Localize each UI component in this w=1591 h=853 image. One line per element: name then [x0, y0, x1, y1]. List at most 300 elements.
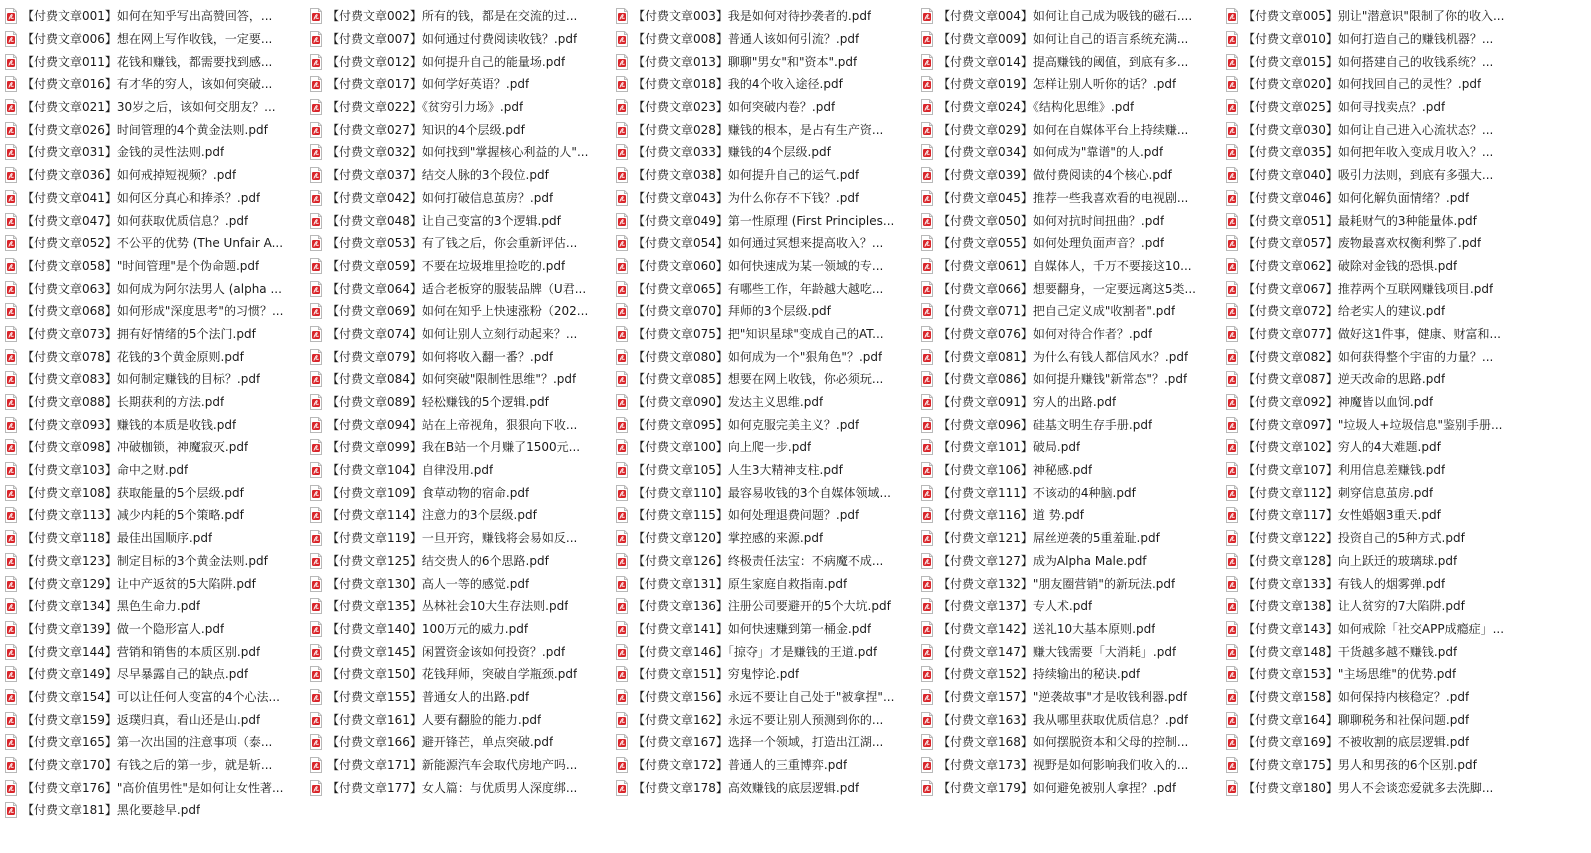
file-item[interactable] — [1221, 413, 1526, 436]
pdf-file-icon — [920, 235, 934, 251]
file-item[interactable] — [916, 164, 1221, 187]
file-item[interactable] — [0, 595, 305, 618]
file-item[interactable] — [0, 73, 305, 96]
file-name: 【付费文章150】花钱拜师，突破自学瓶颈.pdf — [327, 667, 578, 682]
pdf-file-icon — [4, 8, 18, 24]
file-item[interactable] — [305, 50, 611, 73]
file-item[interactable] — [305, 277, 611, 300]
file-name: 【付费文章134】黑色生命力.pdf — [22, 599, 201, 614]
file-item[interactable] — [916, 300, 1221, 323]
file-item[interactable] — [1221, 141, 1526, 164]
file-item[interactable] — [305, 459, 611, 482]
file-item[interactable] — [0, 504, 305, 527]
file-name: 【付费文章170】有钱之后的第一步，就是斩... — [22, 758, 273, 773]
file-name: 【付费文章086】如何提升赚钱"新常态"？.pdf — [938, 372, 1188, 387]
file-item[interactable] — [611, 481, 916, 504]
file-name: 【付费文章010】如何打造自己的赚钱机器？... — [1243, 32, 1494, 47]
file-name: 【付费文章140】100万元的威力.pdf — [327, 621, 529, 636]
pdf-file-icon — [615, 371, 629, 387]
file-item[interactable] — [916, 731, 1221, 754]
file-item[interactable] — [1221, 550, 1526, 573]
file-item[interactable] — [916, 73, 1221, 96]
file-item[interactable] — [1221, 368, 1526, 391]
file-item[interactable] — [611, 73, 916, 96]
file-item[interactable] — [305, 164, 611, 187]
file-item[interactable] — [611, 391, 916, 414]
file-item[interactable] — [1221, 73, 1526, 96]
pdf-file-icon — [920, 167, 934, 183]
file-item[interactable] — [1221, 436, 1526, 459]
file-item[interactable] — [1221, 209, 1526, 232]
file-name: 【付费文章002】所有的钱，都是在交流的过... — [327, 9, 578, 24]
file-item[interactable] — [305, 255, 611, 278]
file-item[interactable] — [305, 96, 611, 119]
file-item[interactable] — [0, 232, 305, 255]
file-item[interactable] — [611, 28, 916, 51]
file-name: 【付费文章100】向上爬一步.pdf — [633, 440, 812, 455]
pdf-file-icon — [1225, 507, 1239, 523]
file-item[interactable] — [0, 572, 305, 595]
pdf-file-icon — [920, 553, 934, 569]
file-item[interactable] — [611, 209, 916, 232]
pdf-file-icon — [1225, 439, 1239, 455]
pdf-file-icon — [309, 235, 323, 251]
file-name: 【付费文章117】女性婚姻3重天.pdf — [1243, 508, 1441, 523]
file-item[interactable] — [0, 618, 305, 641]
file-name: 【付费文章120】掌控感的来源.pdf — [633, 531, 824, 546]
file-item[interactable] — [916, 708, 1221, 731]
file-name: 【付费文章013】聊聊"男女"和"资本".pdf — [633, 54, 858, 69]
file-item[interactable] — [305, 187, 611, 210]
file-item[interactable] — [1221, 459, 1526, 482]
pdf-file-icon — [615, 99, 629, 115]
file-name: 【付费文章179】如何避免被别人拿捏？.pdf — [938, 780, 1177, 795]
pdf-file-icon — [920, 349, 934, 365]
file-name: 【付费文章015】如何搭建自己的收钱系统？... — [1243, 54, 1494, 69]
pdf-file-icon — [1225, 8, 1239, 24]
file-item[interactable] — [0, 345, 305, 368]
file-item[interactable] — [1221, 5, 1526, 28]
pdf-file-icon — [920, 303, 934, 319]
file-item[interactable] — [305, 595, 611, 618]
file-item[interactable] — [1221, 663, 1526, 686]
pdf-file-icon — [615, 76, 629, 92]
file-item[interactable] — [611, 300, 916, 323]
pdf-file-icon — [1225, 281, 1239, 297]
pdf-file-icon — [309, 8, 323, 24]
file-item[interactable] — [0, 436, 305, 459]
file-name: 【付费文章081】为什么有钱人都信风水？.pdf — [938, 349, 1189, 364]
file-item[interactable] — [0, 686, 305, 709]
file-item[interactable] — [305, 527, 611, 550]
file-item[interactable] — [916, 5, 1221, 28]
file-item[interactable] — [305, 345, 611, 368]
file-item[interactable] — [611, 595, 916, 618]
pdf-file-icon — [1225, 54, 1239, 70]
file-item[interactable] — [305, 776, 611, 799]
file-item[interactable] — [611, 141, 916, 164]
file-item[interactable] — [1221, 754, 1526, 777]
pdf-file-icon — [309, 621, 323, 637]
file-item[interactable] — [1221, 96, 1526, 119]
file-item[interactable] — [0, 255, 305, 278]
file-item[interactable] — [916, 141, 1221, 164]
file-item[interactable] — [611, 368, 916, 391]
pdf-file-icon — [4, 190, 18, 206]
file-item[interactable] — [1221, 527, 1526, 550]
file-item[interactable] — [611, 708, 916, 731]
file-item[interactable] — [0, 277, 305, 300]
file-item[interactable] — [611, 277, 916, 300]
file-item[interactable] — [305, 663, 611, 686]
file-item[interactable] — [611, 323, 916, 346]
pdf-file-icon — [4, 349, 18, 365]
file-item[interactable] — [611, 436, 916, 459]
file-name: 【付费文章076】如何对待合作者？.pdf — [938, 326, 1153, 341]
pdf-file-icon — [920, 598, 934, 614]
file-name: 【付费文章027】知识的4个层级.pdf — [327, 122, 525, 137]
file-item[interactable] — [0, 640, 305, 663]
pdf-file-icon — [1225, 190, 1239, 206]
pdf-file-icon — [920, 576, 934, 592]
file-item[interactable] — [0, 550, 305, 573]
file-item[interactable] — [916, 118, 1221, 141]
file-name: 【付费文章089】轻松赚钱的5个逻辑.pdf — [327, 395, 549, 410]
file-item[interactable] — [611, 776, 916, 799]
file-item[interactable] — [305, 686, 611, 709]
file-item[interactable] — [1221, 118, 1526, 141]
file-item[interactable] — [916, 504, 1221, 527]
file-item[interactable] — [305, 368, 611, 391]
file-item[interactable] — [0, 754, 305, 777]
file-item[interactable] — [305, 391, 611, 414]
file-item[interactable] — [0, 209, 305, 232]
file-item[interactable] — [611, 459, 916, 482]
file-item[interactable] — [305, 28, 611, 51]
pdf-file-icon — [4, 258, 18, 274]
file-item[interactable] — [305, 481, 611, 504]
file-name: 【付费文章064】适合老板穿的服装品牌（U君... — [327, 281, 587, 296]
file-item[interactable] — [916, 323, 1221, 346]
file-name: 【付费文章135】丛林社会10大生存法则.pdf — [327, 599, 569, 614]
file-item[interactable] — [611, 731, 916, 754]
pdf-file-icon — [920, 417, 934, 433]
file-item[interactable] — [916, 572, 1221, 595]
file-item[interactable] — [611, 5, 916, 28]
file-item[interactable] — [916, 686, 1221, 709]
pdf-file-icon — [1225, 576, 1239, 592]
file-item[interactable] — [0, 50, 305, 73]
file-item[interactable] — [1221, 481, 1526, 504]
file-item[interactable] — [916, 50, 1221, 73]
pdf-file-icon — [309, 712, 323, 728]
file-name: 【付费文章024】《结构化思维》.pdf — [938, 100, 1135, 115]
file-item[interactable] — [0, 300, 305, 323]
file-item[interactable] — [0, 413, 305, 436]
file-name: 【付费文章118】最佳出国顺序.pdf — [22, 531, 213, 546]
file-item[interactable] — [916, 187, 1221, 210]
file-item[interactable] — [0, 368, 305, 391]
file-item[interactable] — [916, 436, 1221, 459]
file-item[interactable] — [916, 640, 1221, 663]
file-item[interactable] — [611, 118, 916, 141]
file-item[interactable] — [0, 731, 305, 754]
file-name: 【付费文章041】如何区分真心和捧杀？.pdf — [22, 190, 261, 205]
file-item[interactable] — [916, 209, 1221, 232]
file-item[interactable] — [0, 663, 305, 686]
file-name: 【付费文章073】拥有好情绪的5个法门.pdf — [22, 326, 256, 341]
pdf-file-icon — [920, 371, 934, 387]
file-name: 【付费文章146】「掠夺」才是赚钱的王道.pdf — [633, 644, 878, 659]
file-name: 【付费文章156】永远不要让自己处于"被拿捏"... — [633, 689, 895, 704]
pdf-file-icon — [1225, 31, 1239, 47]
file-item[interactable] — [611, 164, 916, 187]
pdf-file-icon — [1225, 621, 1239, 637]
file-name: 【付费文章082】如何获得整个宇宙的力量？... — [1243, 349, 1494, 364]
file-item[interactable] — [916, 754, 1221, 777]
file-item[interactable] — [1221, 595, 1526, 618]
pdf-file-icon — [615, 167, 629, 183]
file-item[interactable] — [1221, 277, 1526, 300]
pdf-file-icon — [1225, 144, 1239, 160]
pdf-file-icon — [4, 689, 18, 705]
file-name: 【付费文章151】穷鬼悖论.pdf — [633, 667, 800, 682]
file-item[interactable] — [611, 572, 916, 595]
pdf-file-icon — [920, 734, 934, 750]
pdf-file-icon — [615, 122, 629, 138]
pdf-file-icon — [615, 439, 629, 455]
file-name: 【付费文章145】闲置资金该如何投资？.pdf — [327, 644, 566, 659]
file-name: 【付费文章063】如何成为阿尔法男人 (alpha ... — [22, 281, 282, 296]
file-item[interactable] — [611, 527, 916, 550]
file-item[interactable] — [611, 255, 916, 278]
file-item[interactable] — [0, 96, 305, 119]
file-name: 【付费文章009】如何让自己的语言系统充满... — [938, 32, 1189, 47]
pdf-file-icon — [1225, 326, 1239, 342]
file-name: 【付费文章083】如何制定赚钱的目标？.pdf — [22, 372, 261, 387]
file-item[interactable] — [0, 323, 305, 346]
pdf-file-icon — [920, 31, 934, 47]
file-name: 【付费文章133】有钱人的烟雾弹.pdf — [1243, 576, 1446, 591]
file-name: 【付费文章155】普通女人的出路.pdf — [327, 689, 530, 704]
file-name: 【付费文章028】赚钱的根本，是占有生产资... — [633, 122, 884, 137]
pdf-file-icon — [920, 757, 934, 773]
pdf-file-icon — [309, 349, 323, 365]
file-item[interactable] — [305, 618, 611, 641]
file-name: 【付费文章163】我从哪里获取优质信息？.pdf — [938, 712, 1189, 727]
file-item[interactable] — [305, 300, 611, 323]
file-item[interactable] — [0, 118, 305, 141]
file-item[interactable] — [305, 209, 611, 232]
file-item[interactable] — [305, 5, 611, 28]
file-name: 【付费文章103】命中之财.pdf — [22, 463, 189, 478]
file-item[interactable] — [1221, 686, 1526, 709]
file-item[interactable] — [1221, 300, 1526, 323]
pdf-file-icon — [920, 122, 934, 138]
file-item[interactable] — [305, 572, 611, 595]
file-item[interactable] — [611, 686, 916, 709]
file-item[interactable] — [1221, 187, 1526, 210]
pdf-file-icon — [615, 712, 629, 728]
file-item[interactable] — [916, 550, 1221, 573]
file-name: 【付费文章166】避开锋芒，单点突破.pdf — [327, 735, 554, 750]
file-item[interactable] — [916, 345, 1221, 368]
file-item[interactable] — [916, 96, 1221, 119]
file-item[interactable] — [611, 618, 916, 641]
pdf-file-icon — [4, 326, 18, 342]
file-item[interactable] — [1221, 618, 1526, 641]
file-item[interactable] — [1221, 776, 1526, 799]
file-item[interactable] — [305, 708, 611, 731]
file-name: 【付费文章016】有才华的穷人，该如何突破... — [22, 77, 273, 92]
pdf-file-icon — [920, 213, 934, 229]
pdf-file-icon — [615, 576, 629, 592]
file-name: 【付费文章110】最容易收钱的3个自媒体领域... — [633, 485, 891, 500]
file-item[interactable] — [305, 640, 611, 663]
file-name: 【付费文章068】如何形成"深度思考"的习惯？... — [22, 304, 284, 319]
file-item[interactable] — [611, 187, 916, 210]
file-item[interactable] — [1221, 731, 1526, 754]
file-item[interactable] — [0, 164, 305, 187]
file-name: 【付费文章039】做付费阅读的4个核心.pdf — [938, 168, 1172, 183]
pdf-file-icon — [920, 8, 934, 24]
file-item[interactable] — [1221, 232, 1526, 255]
file-item[interactable] — [916, 413, 1221, 436]
file-item[interactable] — [611, 232, 916, 255]
file-item[interactable] — [1221, 391, 1526, 414]
file-name: 【付费文章098】冲破枷锁，神魔寂灭.pdf — [22, 440, 249, 455]
file-name: 【付费文章049】第一性原理 (First Principles... — [633, 213, 895, 228]
file-item[interactable] — [1221, 28, 1526, 51]
file-name: 【付费文章017】如何学好英语？.pdf — [327, 77, 530, 92]
file-item[interactable] — [916, 776, 1221, 799]
file-item[interactable] — [0, 187, 305, 210]
pdf-file-icon — [4, 213, 18, 229]
pdf-file-icon — [615, 8, 629, 24]
file-item[interactable] — [305, 141, 611, 164]
file-item[interactable] — [916, 595, 1221, 618]
pdf-file-icon — [309, 99, 323, 115]
file-item[interactable] — [305, 731, 611, 754]
file-item[interactable] — [916, 232, 1221, 255]
file-item[interactable] — [1221, 640, 1526, 663]
file-item[interactable] — [305, 550, 611, 573]
pdf-file-icon — [1225, 394, 1239, 410]
pdf-file-icon — [4, 54, 18, 70]
file-item[interactable] — [611, 50, 916, 73]
file-item[interactable] — [0, 527, 305, 550]
file-item[interactable] — [611, 96, 916, 119]
pdf-file-icon — [309, 439, 323, 455]
file-name: 【付费文章159】返璞归真，看山还是山.pdf — [22, 712, 261, 727]
file-item[interactable] — [0, 799, 305, 822]
file-item[interactable] — [916, 527, 1221, 550]
file-item[interactable] — [0, 459, 305, 482]
pdf-file-icon — [615, 235, 629, 251]
file-item[interactable] — [1221, 164, 1526, 187]
file-item[interactable] — [0, 481, 305, 504]
file-item[interactable] — [305, 73, 611, 96]
file-item[interactable] — [305, 232, 611, 255]
file-item[interactable] — [305, 504, 611, 527]
pdf-file-icon — [1225, 712, 1239, 728]
file-name: 【付费文章066】想要翻身，一定要远离这5类... — [938, 281, 1196, 296]
file-item[interactable] — [305, 118, 611, 141]
file-item[interactable] — [1221, 323, 1526, 346]
pdf-file-icon — [1225, 99, 1239, 115]
file-name: 【付费文章005】别让"潜意识"限制了你的收入... — [1243, 9, 1505, 24]
file-item[interactable] — [916, 459, 1221, 482]
file-item[interactable] — [611, 640, 916, 663]
file-item[interactable] — [916, 481, 1221, 504]
file-name: 【付费文章077】做好这1件事，健康、财富和... — [1243, 326, 1501, 341]
file-item[interactable] — [611, 345, 916, 368]
file-item[interactable] — [916, 277, 1221, 300]
file-item[interactable] — [1221, 50, 1526, 73]
file-item[interactable] — [305, 413, 611, 436]
pdf-file-icon — [309, 258, 323, 274]
file-item[interactable] — [0, 5, 305, 28]
file-item[interactable] — [0, 708, 305, 731]
file-item[interactable] — [611, 413, 916, 436]
file-item[interactable] — [1221, 345, 1526, 368]
file-name: 【付费文章087】逆天改命的思路.pdf — [1243, 372, 1446, 387]
file-item[interactable] — [0, 776, 305, 799]
file-name: 【付费文章116】道 势.pdf — [938, 508, 1084, 523]
file-item[interactable] — [1221, 255, 1526, 278]
file-name: 【付费文章030】如何让自己进入心流状态？... — [1243, 122, 1494, 137]
file-name: 【付费文章075】把"知识星球"变成自己的AT... — [633, 326, 884, 341]
pdf-file-icon — [1225, 417, 1239, 433]
pdf-file-icon — [615, 757, 629, 773]
file-item[interactable] — [0, 141, 305, 164]
pdf-file-icon — [309, 213, 323, 229]
file-item[interactable] — [305, 436, 611, 459]
file-item[interactable] — [305, 323, 611, 346]
file-item[interactable] — [0, 391, 305, 414]
file-item[interactable] — [1221, 708, 1526, 731]
file-name: 【付费文章109】食草动物的宿命.pdf — [327, 485, 530, 500]
file-item[interactable] — [611, 663, 916, 686]
file-name: 【付费文章062】破除对金钱的恐惧.pdf — [1243, 258, 1458, 273]
file-item[interactable] — [916, 28, 1221, 51]
file-name: 【付费文章172】普通人的三重博弈.pdf — [633, 758, 848, 773]
file-item[interactable] — [916, 391, 1221, 414]
file-item[interactable] — [0, 28, 305, 51]
file-item[interactable] — [916, 618, 1221, 641]
pdf-file-icon — [1225, 689, 1239, 705]
file-name: 【付费文章136】注册公司要避开的5个大坑.pdf — [633, 599, 891, 614]
file-name: 【付费文章108】获取能量的5个层级.pdf — [22, 485, 244, 500]
file-item[interactable] — [1221, 504, 1526, 527]
file-name: 【付费文章059】不要在垃圾堆里捡吃的.pdf — [327, 258, 566, 273]
pdf-file-icon — [4, 553, 18, 569]
file-item[interactable] — [1221, 572, 1526, 595]
pdf-file-icon — [1225, 598, 1239, 614]
file-name: 【付费文章142】送礼10大基本原则.pdf — [938, 621, 1156, 636]
file-list — [0, 5, 1591, 845]
file-item[interactable] — [916, 663, 1221, 686]
file-item[interactable] — [305, 754, 611, 777]
file-name: 【付费文章181】黑化要趁早.pdf — [22, 803, 201, 818]
file-item[interactable] — [611, 754, 916, 777]
file-item[interactable] — [611, 504, 916, 527]
file-item[interactable] — [611, 550, 916, 573]
file-item[interactable] — [916, 255, 1221, 278]
file-name: 【付费文章115】如何处理退费问题？.pdf — [633, 508, 860, 523]
file-name: 【付费文章012】如何提升自己的能量场.pdf — [327, 54, 566, 69]
file-item[interactable] — [916, 368, 1221, 391]
